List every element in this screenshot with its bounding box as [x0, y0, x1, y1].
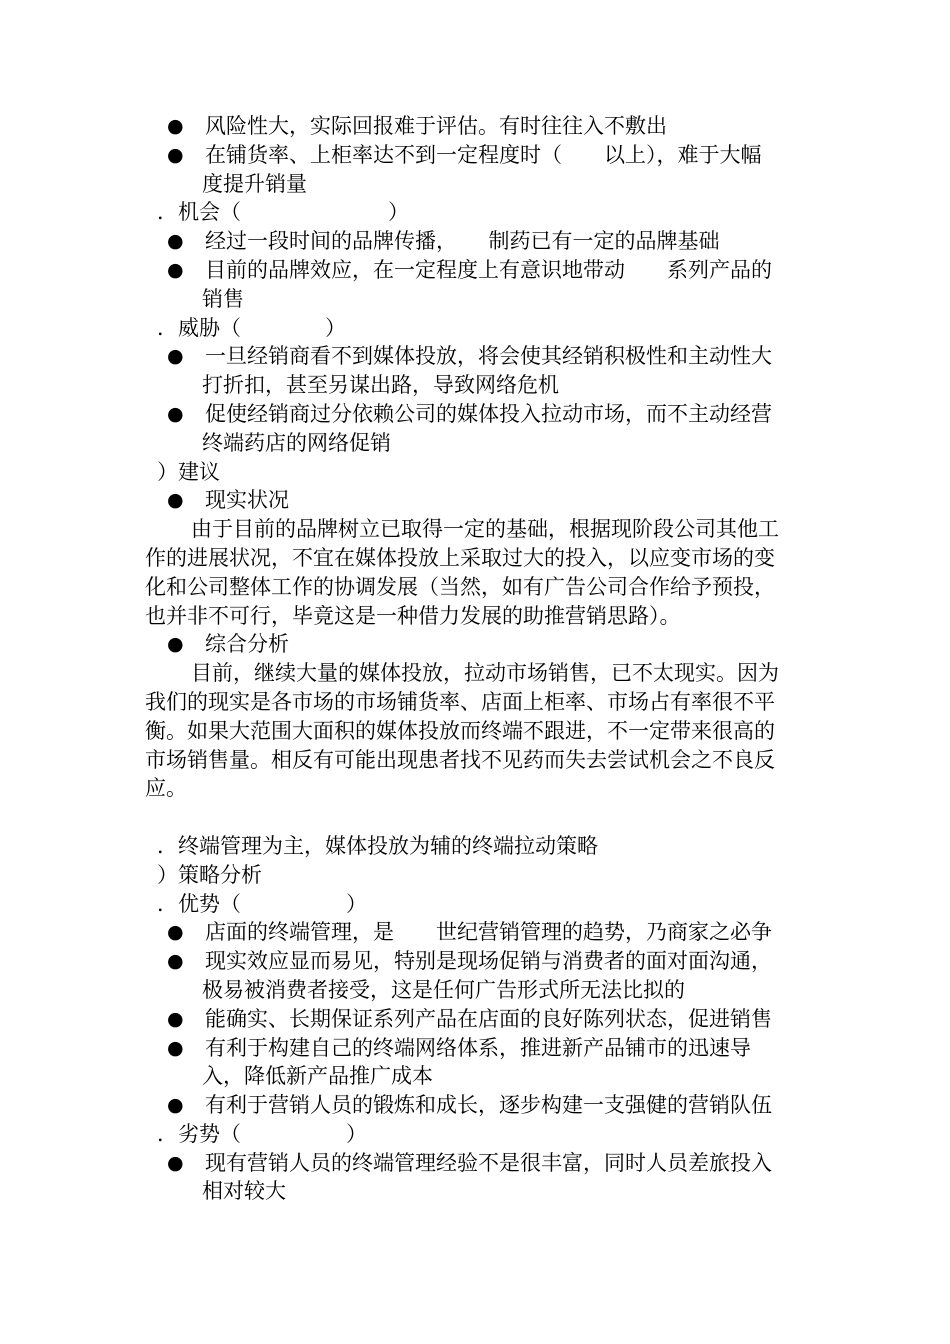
bullet-dot-icon: ●	[167, 633, 184, 656]
bullet-dot-icon: ●	[167, 1036, 184, 1059]
bullet-item	[145, 947, 815, 976]
bullet-item	[145, 1149, 815, 1178]
bullet-text: 现有营销人员的终端管理经验不是很丰富，同时人员差旅投入	[205, 1150, 772, 1175]
paragraph-line: 衡。如果大范围大面积的媒体投放而终端不跟进，不一定带来很高的	[145, 718, 775, 743]
heading-strength: ．优势（ ）	[157, 891, 367, 916]
paragraph-line: 作的进展状况，不宜在媒体投放上采取过大的投入，以应变市场的变	[145, 545, 775, 570]
heading-threat: ．威胁（ ）	[157, 315, 346, 340]
bullet-text: 店面的终端管理，是 世纪营销管理的趋势，乃商家之必争	[205, 920, 772, 945]
bullet-continuation	[145, 1177, 815, 1206]
blank-line	[145, 803, 815, 832]
bullet-text-cont: 打折扣，甚至另谋出路，导致网络危机	[202, 373, 559, 398]
paragraph-line: 由于目前的品牌树立已取得一定的基础，根据现阶段公司其他工	[191, 517, 779, 542]
bullet-continuation	[145, 976, 815, 1005]
bullet-text: 风险性大，实际回报难于评估。有时往往入不敷出	[205, 114, 667, 138]
bullet-text: 现实效应显而易见，特别是现场促销与消费者的面对面沟通，	[205, 949, 772, 974]
paragraph-line: 也并非不可行，毕竟这是一种借力发展的助推营销思路）。	[145, 603, 681, 628]
bullet-continuation	[145, 285, 815, 314]
paragraph-line: 市场销售量。相反有可能出现患者找不见药而失去尝试机会之不良反	[145, 747, 775, 772]
bullet-text: 目前的品牌效应，在一定程度上有意识地带动 系列产品的	[205, 257, 772, 282]
bullet-text: 在铺货率、上柜率达不到一定程度时（ 以上），难于大幅	[205, 142, 762, 167]
bullet-dot-icon: ●	[167, 143, 184, 166]
bullet-item	[145, 1091, 815, 1120]
bullet-text-cont: 入，降低新产品推广成本	[202, 1064, 433, 1089]
bullet-text: 有利于营销人员的锻炼和成长，逐步构建一支强健的营销队伍	[205, 1093, 772, 1118]
bullet-item	[145, 630, 815, 659]
heading-weakness: ．劣势（ ）	[157, 1121, 367, 1146]
bullet-dot-icon: ●	[167, 402, 184, 425]
paragraph-line: 我们的现实是各市场的市场铺货率、店面上柜率、市场占有率很不平	[145, 689, 775, 714]
paragraph-line: 应。	[145, 776, 187, 801]
bullet-text: 能确实、长期保证系列产品在店面的良好陈列状态，促进销售	[205, 1006, 772, 1031]
bullet-dot-icon: ●	[167, 1151, 184, 1174]
bullet-text: 综合分析	[205, 632, 289, 657]
bullet-item	[145, 918, 815, 947]
bullet-dot-icon: ●	[167, 258, 184, 281]
bullet-text-cont: 度提升销量	[202, 171, 307, 196]
bullet-dot-icon: ●	[167, 1007, 184, 1030]
bullet-continuation	[145, 429, 815, 458]
bullet-item	[145, 1005, 815, 1034]
bullet-text: 促使经销商过分依赖公司的媒体投入拉动市场，而不主动经营	[205, 401, 772, 426]
section-title: ．终端管理为主，媒体投放为辅的终端拉动策略	[157, 833, 598, 858]
document-body	[145, 112, 815, 1206]
bullet-item	[145, 227, 815, 256]
paragraph-line: 化和公司整体工作的协调发展（当然，如有广告公司合作给予预投，	[145, 574, 775, 599]
heading-opportunity: ．机会（ ）	[157, 200, 409, 225]
heading-suggestion: ）建议	[157, 459, 220, 484]
bullet-dot-icon: ●	[167, 921, 184, 944]
bullet-item	[145, 400, 815, 429]
bullet-text: 一旦经销商看不到媒体投放，将会使其经销积极性和主动性大	[205, 344, 772, 369]
bullet-text-cont: 相对较大	[202, 1179, 286, 1204]
bullet-text: 经过一段时间的品牌传播， 制药已有一定的品牌基础	[205, 229, 720, 254]
bullet-continuation	[145, 371, 815, 400]
section-subtitle: ）策略分析	[157, 862, 262, 887]
bullet-item	[145, 342, 815, 371]
bullet-text-cont: 销售	[202, 286, 244, 311]
bullet-dot-icon: ●	[167, 950, 184, 973]
bullet-text-cont: 极易被消费者接受，这是任何广告形式所无法比拟的	[202, 977, 685, 1002]
bullet-dot-icon: ●	[167, 115, 184, 137]
bullet-item	[145, 256, 815, 285]
bullet-dot-icon: ●	[167, 489, 184, 512]
bullet-dot-icon: ●	[167, 1094, 184, 1117]
bullet-text: 现实状况	[205, 488, 289, 513]
paragraph-line: 目前，继续大量的媒体投放，拉动市场销售，已不太现实。因为	[191, 661, 779, 686]
bullet-continuation	[145, 170, 815, 199]
bullet-item	[145, 112, 815, 141]
bullet-item	[145, 486, 815, 515]
bullet-continuation	[145, 1062, 815, 1091]
bullet-dot-icon: ●	[167, 230, 184, 253]
bullet-item	[145, 141, 815, 170]
bullet-item	[145, 1034, 815, 1063]
bullet-dot-icon: ●	[167, 345, 184, 368]
bullet-text-cont: 终端药店的网络促销	[202, 430, 391, 455]
bullet-text: 有利于构建自己的终端网络体系，推进新产品铺市的迅速导	[205, 1035, 751, 1060]
